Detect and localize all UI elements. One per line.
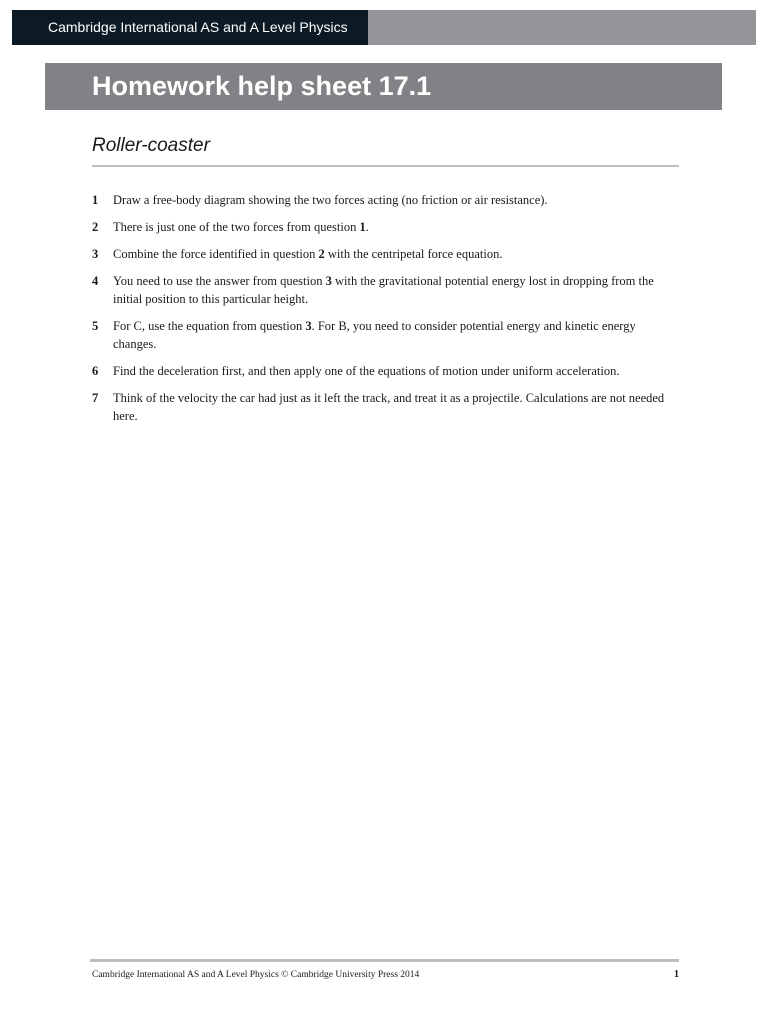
question-text: Find the deceleration first, and then apply one of the equations of motion under uniform acceleration.: [113, 364, 620, 378]
header-band: [12, 10, 756, 45]
question-reference: 2: [318, 247, 325, 261]
question-number: 3: [92, 247, 99, 261]
question-reference: 3: [305, 319, 312, 333]
page-number: 1: [674, 969, 679, 980]
question-item: [92, 191, 682, 209]
question-item: [92, 272, 682, 308]
question-number: 6: [92, 364, 99, 378]
question-text: Combine the force identified in question 2 with the centripetal force equation.: [113, 247, 503, 261]
question-list: [92, 191, 682, 434]
question-item: [92, 362, 682, 380]
section-title: Roller-coaster: [92, 135, 210, 156]
question-text: There is just one of the two forces from question 1.: [113, 220, 369, 234]
question-item: [92, 218, 682, 236]
question-number: 7: [92, 391, 99, 405]
question-reference: 3: [325, 274, 332, 288]
question-number: 1: [92, 193, 99, 207]
question-text: For C, use the equation from question 3. For B, you need to consider potential energy and kinetic energy changes.: [113, 319, 636, 351]
question-item: [92, 317, 682, 353]
question-text: You need to use the answer from question 3 with the gravitational potential energy lost in dropping from the initial position to this particular height.: [113, 274, 654, 306]
question-text: Think of the velocity the car had just as it left the track, and treat it as a projectile. Calculations are not needed here.: [113, 391, 665, 423]
question-reference: 1: [359, 220, 366, 234]
question-item: [92, 389, 682, 425]
section-divider: [92, 165, 679, 167]
sheet-title: Homework help sheet 17.1: [92, 71, 432, 101]
title-bar: [45, 63, 722, 110]
question-item: [92, 245, 682, 263]
series-title: Cambridge International AS and A Level Physics: [12, 10, 368, 45]
question-text: Draw a free-body diagram showing the two forces acting (no friction or air resistance).: [113, 193, 548, 207]
question-number: 2: [92, 220, 99, 234]
question-number: 4: [92, 274, 99, 288]
footer-divider: [90, 959, 679, 962]
question-number: 5: [92, 319, 99, 333]
footer-copyright: Cambridge International AS and A Level Physics © Cambridge University Press 2014: [92, 970, 420, 980]
